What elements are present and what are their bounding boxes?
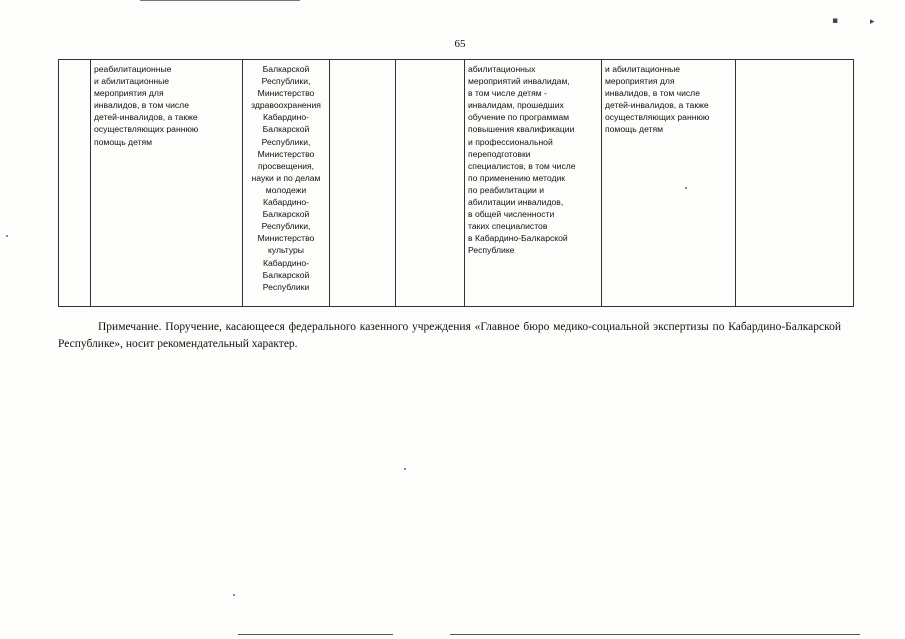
scan-artifact-bottom-line-left (238, 634, 393, 635)
table-cell-participants: реабилитационные и абилитационные мероприятия для инвалидов, в том числе детей-инвалидов, а также осуществляющих раннюю помощь детям (91, 60, 243, 307)
corner-mark-left: ▪ (832, 16, 839, 26)
scan-artifact-top-line (140, 0, 300, 1)
table-cell-number (59, 60, 91, 307)
table-cell-result: и абилитационные мероприятия для инвалидов, в том числе детей-инвалидов, а также осуществляющих раннюю помощь детям (602, 60, 736, 307)
table-row (59, 60, 854, 307)
table-cell-empty-2 (396, 60, 465, 307)
table-cell-responsible: Балкарской Республики, Министерство здравоохранения Кабардино- Балкарской Республики, Министерство просвещения, науки и по делам молодежи Кабардино- Балкарской Республики, Министерство культуры Кабардино- Балкарской Республики (243, 60, 330, 307)
table-cell-empty-3 (736, 60, 854, 307)
note-paragraph: Примечание. Поручение, касающееся федерального казенного учреждения «Главное бюро медико-социальной экспертизы по Кабардино-Балкарской Республике», носит рекомендательный характер. (58, 321, 841, 350)
scan-speck (233, 594, 235, 596)
scan-speck (685, 187, 687, 189)
table-cell-empty-1 (330, 60, 396, 307)
table-cell-indicator: абилитационных мероприятий инвалидам, в том числе детям - инвалидам, прошедших обучение по программам повышения квалификации и профессиональной переподготовки специалистов, в том числе по применению методик по реабилитации и абилитации инвалидов, в общей численности таких специалистов в Кабардино-Балкарской Республике (465, 60, 602, 307)
page-number: 65 (454, 38, 466, 50)
scan-artifact-bottom-line-right (450, 634, 860, 635)
measures-table (58, 59, 854, 307)
scan-speck (6, 235, 8, 237)
scan-speck (404, 468, 406, 470)
corner-mark-right: ▸ (870, 17, 875, 27)
